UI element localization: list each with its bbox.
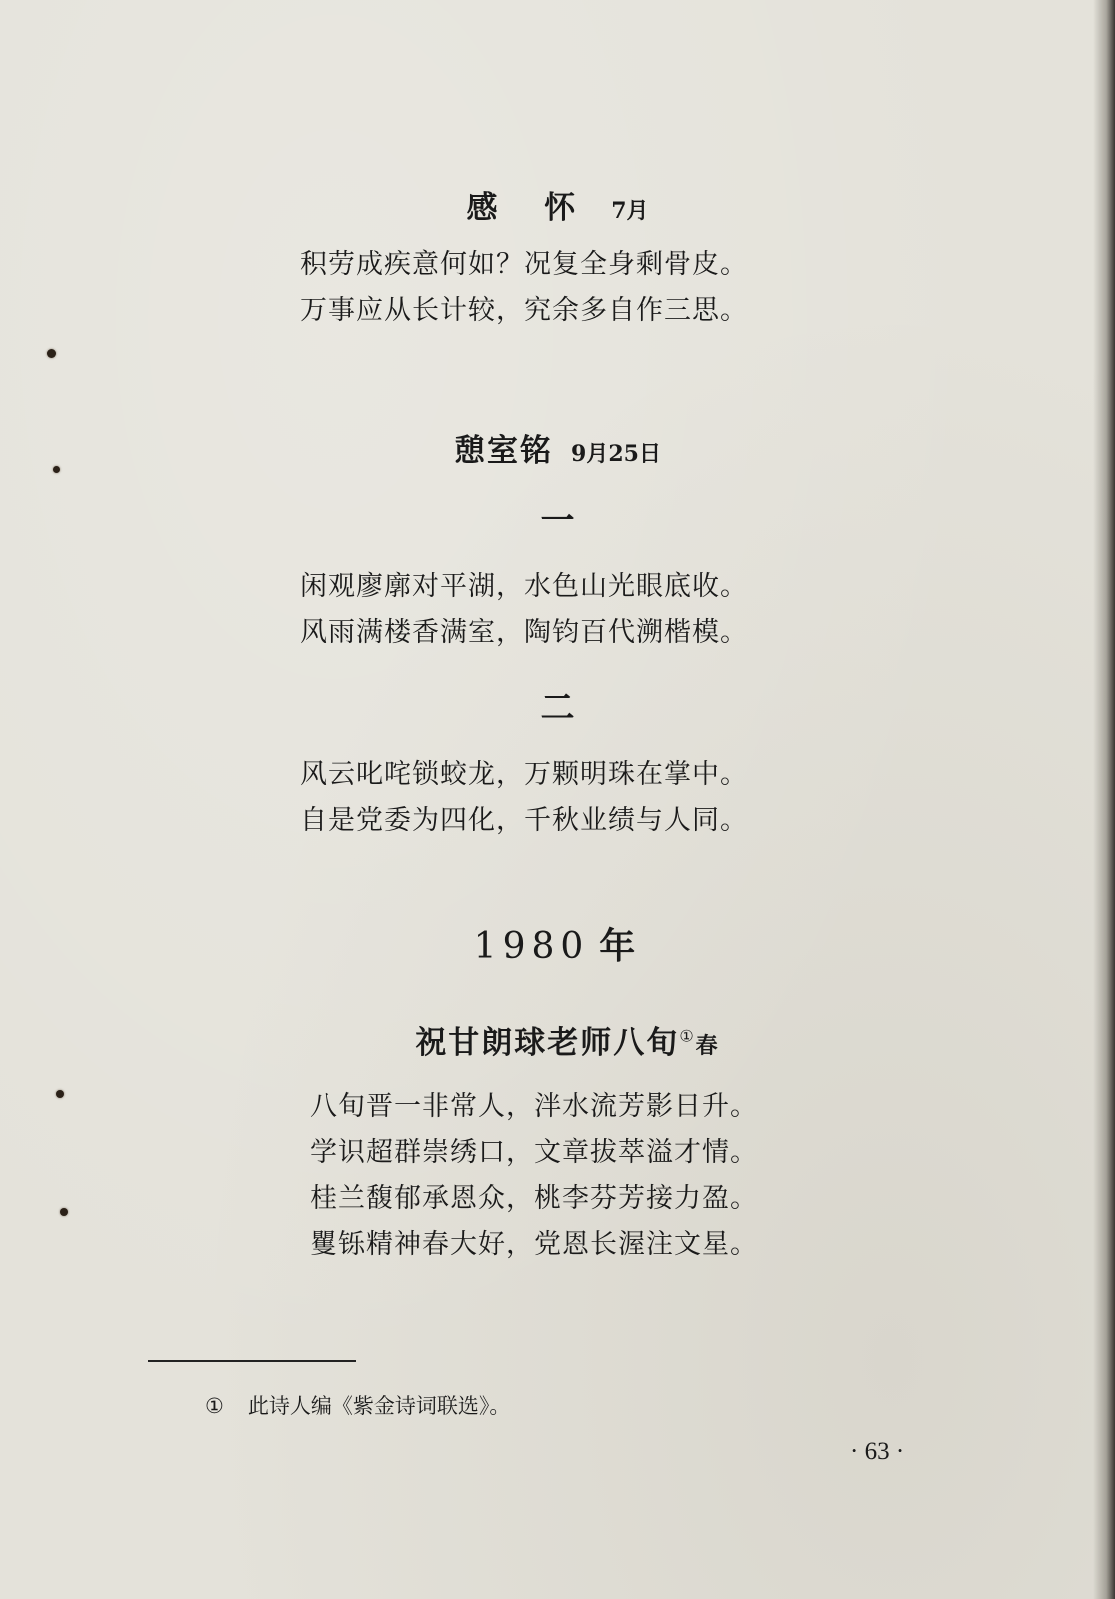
poem-title-text: 祝甘朗球老师八旬 (415, 1025, 680, 1061)
poem-date: 9月25日 (571, 441, 661, 467)
footnote (205, 1390, 510, 1420)
poem-line: 风雨满楼香满室，陶钧百代溯楷模。 (300, 617, 748, 648)
poem-title-text: 感 怀 (466, 190, 594, 226)
poem-line: 闲观廖廓对平湖，水色山光眼底收。 (300, 571, 748, 602)
poem-date: 7月 (611, 198, 649, 224)
year-number: 1980 (473, 926, 590, 967)
poem-body-part-one (300, 564, 820, 656)
page-edge-shadow (1093, 0, 1115, 1599)
poem-line: 桂兰馥郁承恩众，桃李芬芳接力盈。 (310, 1183, 758, 1214)
footnote-divider (148, 1360, 356, 1362)
poem-title-ganhuai (0, 182, 1115, 227)
page-number: · 63 · (850, 1438, 905, 1465)
poem-line: 风云叱咤锁蛟龙，万颗明珠在掌中。 (300, 759, 748, 790)
poem-title-text: 憩室铭 (454, 433, 554, 469)
year-suffix: 年 (599, 925, 642, 967)
poem-line: 矍铄精神春大好，党恩长渥注文星。 (310, 1229, 758, 1260)
poem-line: 万事应从长计较，究余多自作三思。 (300, 295, 748, 326)
footnote-mark: ① (205, 1394, 224, 1418)
section-number-one: 一 (540, 501, 575, 541)
poem-title-zhuganlangqiu (10, 1017, 1115, 1062)
poem-body-ganhuai (300, 242, 820, 334)
footnote-text: 此诗人编《紫金诗词联选》。 (247, 1394, 511, 1418)
poem-body-part-two (300, 752, 820, 844)
binding-hole (60, 1208, 68, 1216)
poem-line: 积劳成疾意何如？况复全身剩骨皮。 (300, 249, 748, 280)
year-heading (0, 918, 1115, 969)
footnote-reference: ① (679, 1026, 696, 1046)
poem-title-qishiming (0, 425, 1115, 470)
binding-hole (47, 349, 56, 358)
poem-line: 学识超群崇绣口，文章拔萃溢才情。 (310, 1137, 758, 1168)
binding-hole (56, 1090, 64, 1098)
poem-line: 八旬晋一非常人，泮水流芳影日升。 (310, 1091, 758, 1122)
poem-body-zhuganlangqiu (310, 1084, 830, 1268)
poem-season: 春 (695, 1033, 720, 1059)
section-number-two: 二 (540, 688, 575, 728)
poem-line: 自是党委为四化，千秋业绩与人同。 (300, 805, 748, 836)
